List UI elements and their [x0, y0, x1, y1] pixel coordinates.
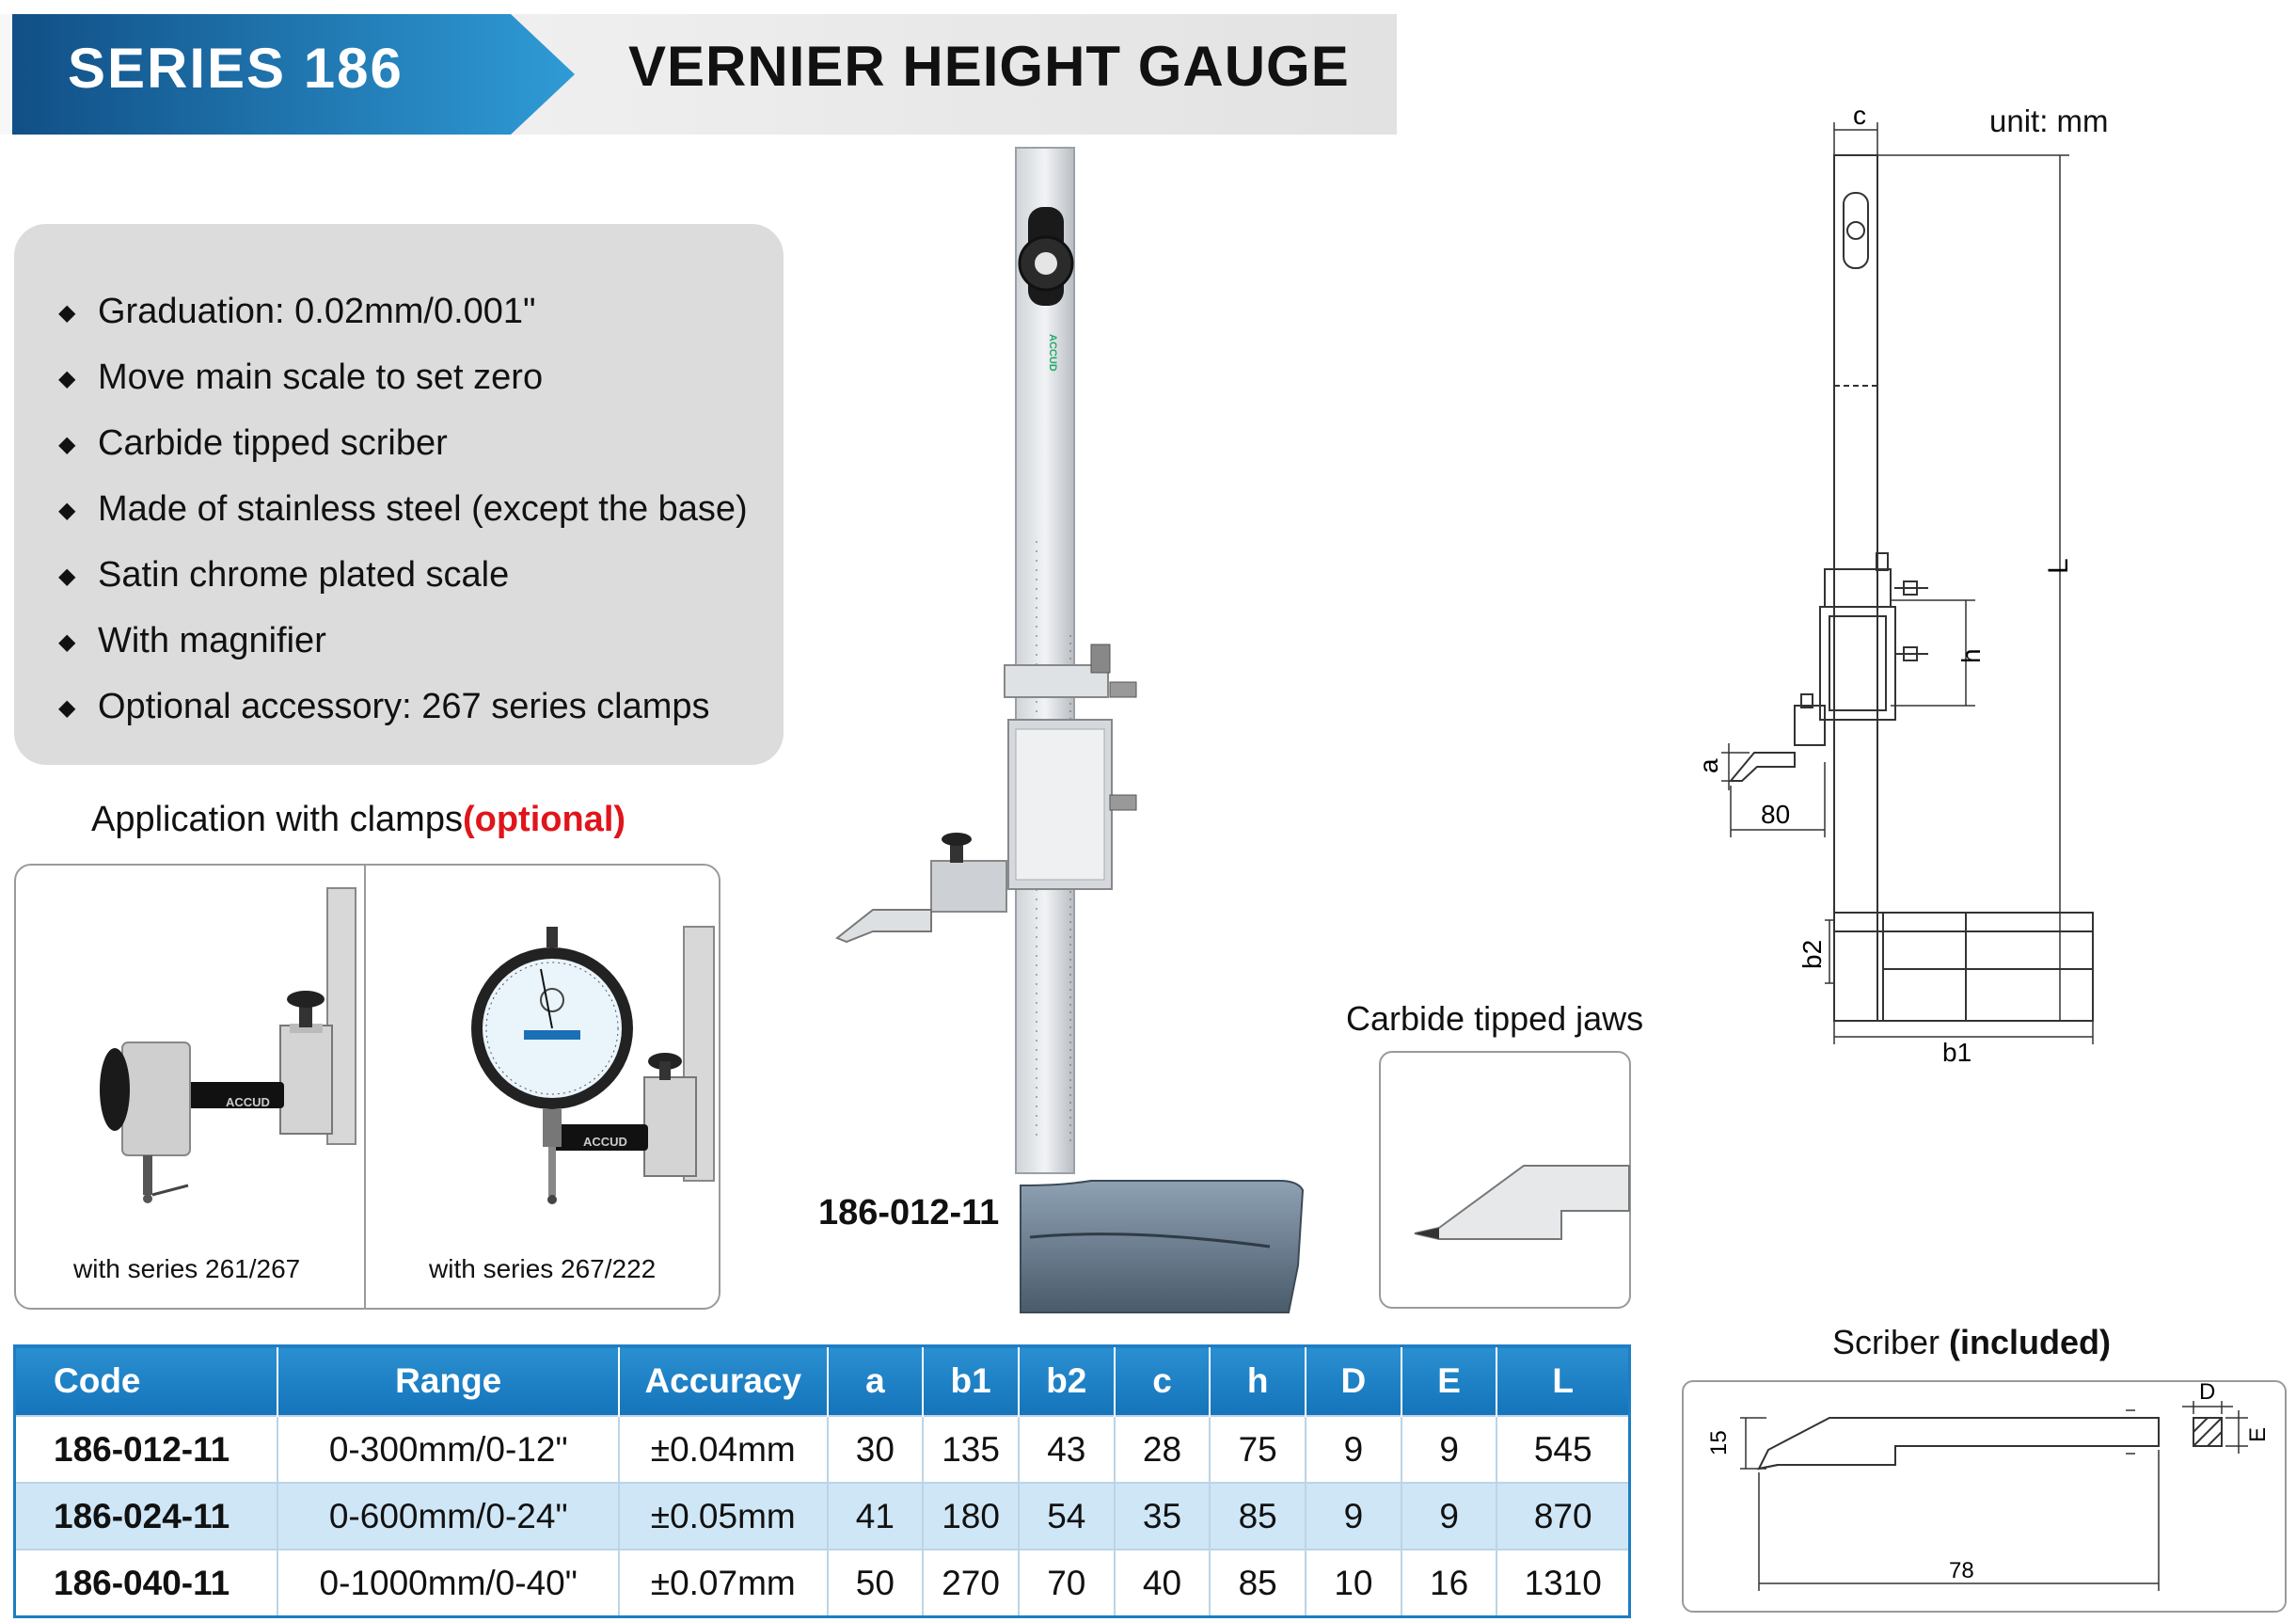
dim-15-label: 15 — [1706, 1430, 1732, 1455]
cell-accuracy: ±0.04mm — [619, 1416, 828, 1483]
model-label: 186-012-11 — [818, 1193, 1000, 1232]
dim-78-label: 78 — [1949, 1558, 1974, 1583]
cell-e: 9 — [1401, 1483, 1497, 1550]
cell-l: 1310 — [1496, 1550, 1629, 1617]
cell-range: 0-600mm/0-24" — [277, 1483, 619, 1550]
feature-item: ◆ Satin chrome plated scale — [58, 546, 748, 612]
table-row — [15, 1483, 1630, 1550]
col-header: Code — [15, 1346, 278, 1417]
cell-code: 186-012-11 — [15, 1416, 278, 1483]
cell-e: 16 — [1401, 1550, 1497, 1617]
clamp-dial-indicator-image — [475, 927, 729, 1228]
col-header: b2 — [1019, 1346, 1115, 1417]
feature-item: ◆ Carbide tipped scriber — [58, 414, 748, 480]
cell-d: 10 — [1306, 1550, 1401, 1617]
cell-l: 545 — [1496, 1416, 1629, 1483]
cell-b1: 135 — [923, 1416, 1019, 1483]
unit-label: unit: mm — [1989, 103, 2109, 138]
feature-item: ◆ Graduation: 0.02mm/0.001" — [58, 282, 748, 348]
cell-c: 40 — [1115, 1550, 1211, 1617]
col-header: E — [1401, 1346, 1497, 1417]
cell-l: 870 — [1496, 1483, 1629, 1550]
jaws-title: Carbide tipped jaws — [1346, 999, 1644, 1038]
feature-item: ◆ With magnifier — [58, 612, 748, 677]
feature-item: ◆ Optional accessory: 267 series clamps — [58, 677, 748, 743]
clamp-caption-left: with series 261/267 — [73, 1254, 301, 1283]
cell-h: 85 — [1210, 1550, 1306, 1617]
height-gauge-product-image — [828, 146, 1317, 1312]
col-header: a — [828, 1346, 924, 1417]
diamond-bullet-icon: ◆ — [58, 432, 76, 457]
diamond-bullet-icon: ◆ — [58, 366, 76, 391]
cell-range: 0-300mm/0-12" — [277, 1416, 619, 1483]
scriber-title: Scriber (included) — [1832, 1323, 2112, 1361]
cell-accuracy: ±0.07mm — [619, 1550, 828, 1617]
table-row — [15, 1550, 1630, 1617]
cell-h: 75 — [1210, 1416, 1306, 1483]
diamond-bullet-icon: ◆ — [58, 695, 76, 721]
cell-b2: 70 — [1019, 1550, 1115, 1617]
col-header: h — [1210, 1346, 1306, 1417]
cell-h: 85 — [1210, 1483, 1306, 1550]
cell-b2: 54 — [1019, 1483, 1115, 1550]
cell-code: 186-040-11 — [15, 1550, 278, 1617]
dim-h-label: h — [1956, 648, 1986, 663]
dim-b2-label: b2 — [1797, 939, 1827, 969]
cell-c: 35 — [1115, 1483, 1211, 1550]
dim-E-label: E — [2245, 1426, 2271, 1442]
diamond-bullet-icon: ◆ — [58, 300, 76, 326]
cell-c: 28 — [1115, 1416, 1211, 1483]
page-title: VERNIER HEIGHT GAUGE — [628, 35, 1350, 98]
dim-80-label: 80 — [1761, 800, 1791, 829]
cell-b1: 270 — [923, 1550, 1019, 1617]
cell-accuracy: ±0.05mm — [619, 1483, 828, 1550]
clamp-brand-text: ACCUD — [226, 1095, 270, 1109]
clamp-brand-text-2: ACCUD — [583, 1135, 627, 1149]
diamond-bullet-icon: ◆ — [58, 629, 76, 655]
dim-b1-label: b1 — [1942, 1038, 1972, 1067]
diamond-bullet-icon: ◆ — [58, 564, 76, 589]
series-label: SERIES 186 — [68, 37, 404, 100]
cell-b1: 180 — [923, 1483, 1019, 1550]
cell-a: 30 — [828, 1416, 924, 1483]
clamp-caption-right: with series 267/222 — [429, 1254, 657, 1283]
clamps-section-title: Application with clamps(optional) — [91, 800, 626, 839]
col-header: Accuracy — [619, 1346, 828, 1417]
table-row — [15, 1416, 1630, 1483]
col-header: D — [1306, 1346, 1401, 1417]
col-header: L — [1496, 1346, 1629, 1417]
gauge-brand-text: ACCUD — [1047, 334, 1058, 372]
features-list — [58, 282, 748, 743]
optional-note: (optional) — [462, 800, 626, 839]
table-header-row — [15, 1346, 1630, 1417]
cell-b2: 43 — [1019, 1416, 1115, 1483]
col-header: b1 — [923, 1346, 1019, 1417]
dim-L-label: L — [2043, 558, 2074, 574]
cell-d: 9 — [1306, 1416, 1401, 1483]
col-header: c — [1115, 1346, 1211, 1417]
cell-range: 0-1000mm/0-40" — [277, 1550, 619, 1617]
feature-item: ◆ Move main scale to set zero — [58, 348, 748, 414]
carbide-jaw-image — [1411, 1153, 1629, 1256]
dim-c-label: c — [1853, 101, 1866, 130]
cell-a: 50 — [828, 1550, 924, 1617]
dim-D-label: D — [2199, 1379, 2216, 1405]
cell-d: 9 — [1306, 1483, 1401, 1550]
cell-code: 186-024-11 — [15, 1483, 278, 1550]
diamond-bullet-icon: ◆ — [58, 498, 76, 523]
cell-e: 9 — [1401, 1416, 1497, 1483]
spec-table — [13, 1344, 1631, 1618]
clamp-test-indicator-image — [85, 884, 367, 1223]
cell-a: 41 — [828, 1483, 924, 1550]
dimension-drawing — [1655, 101, 2126, 1067]
col-header: Range — [277, 1346, 619, 1417]
scriber-drawing — [1684, 1379, 2282, 1608]
dim-a-label: a — [1694, 758, 1723, 773]
feature-item: ◆ Made of stainless steel (except the base) — [58, 480, 748, 546]
